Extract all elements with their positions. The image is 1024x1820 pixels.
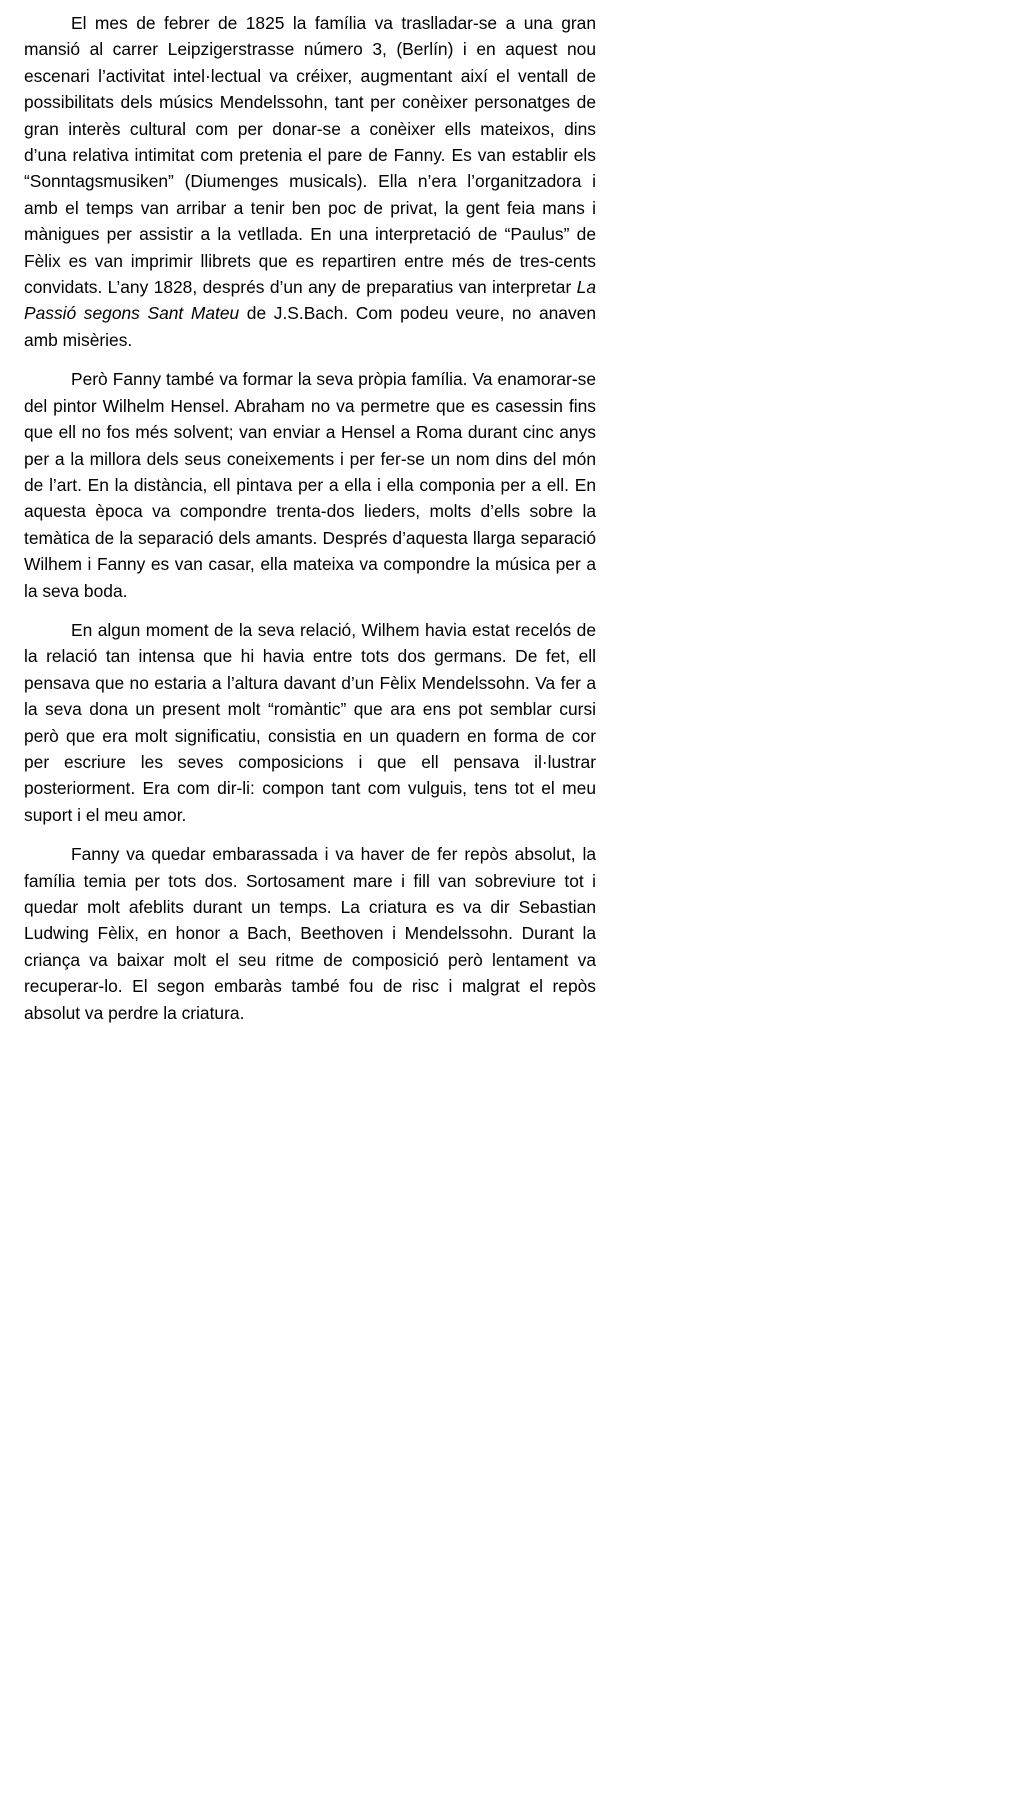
paragraph-4: Fanny va quedar embarassada i va haver de fer repòs absolut, la família temia per tots dos. Sortosament mare i fill van sobreviure tot i quedar molt afeblits durant un temps. La criatura es va dir Sebastian Ludwing Fèlix, en honor a Bach, Beethoven i Mendelssohn. Durant la criança va baixar molt el seu ritme de composició però lentament va recuperar-lo. El segon embaràs també fou de risc i malgrat el repòs absolut va perdre la criatura. [24,844,596,1023]
paragraph-1-text-end: de J.S.Bach. Com podeu veure, no anaven amb misèries. [24,303,596,350]
paragraph-3: En algun moment de la seva relació, Wilhem havia estat recelós de la relació tan intensa que hi havia entre tots dos germans. De fet, ell pensava que no estaria a l’altura davant d’un Fèlix Mendelssohn. Va fer a la seva dona un present molt “romàntic” que ara ens pot semblar cursi però que era molt significatiu, consistia en un quadern en forma de cor per escriure les seves composicions i que ell pensava il·lustrar posteriorment. Era com dir-li: compon tant com vulguis, tens tot el meu suport i el meu amor. [24,619,596,825]
paragraph-2: Però Fanny també va formar la seva pròpia família. Va enamorar-se del pintor Wilhelm Hensel. Abraham no va permetre que es casessin fins que ell no fos més solvent; van enviar a Hensel a Roma durant cinc anys per a la millora dels seus coneixements i per fer-se un nom dins del món de l’art. En la distància, ell pintava per a ella i ella componia per a ell. En aquesta època va compondre trenta-dos lieders, molts d’ells sobre la temàtica de la separació dels amants. Després d’aquesta llarga separació Wilhem i Fanny es van casar, ella mateixa va compondre la música per a la seva boda. [24,369,596,601]
paragraph-1 [24,10,596,353]
text-column [24,10,596,1039]
paragraph-1-text-start: El mes de febrer de 1825 la família va traslladar-se a una gran mansió al carrer Leipzigerstrasse número 3, (Berlín) i en aquest nou escenari l’activitat intel·lectual va créixer, augmentant així el ventall de possibilitats dels músics Mendelssohn, tant per conèixer personatges de gran interès cultural com per donar-se a conèixer ells mateixos, dins d’una relativa intimitat com pretenia el pare de Fanny. Es van establir els “Sonntagsmusiken” (Diumenges musicals). Ella n’era l’organitzadora i amb el temps van arribar a tenir ben poc de privat, la gent feia mans i mànigues per assistir a la vetllada. En una interpretació de “Paulus” de Fèlix es van imprimir llibrets que es repartiren entre més de tres-cents convidats. L’any 1828, després d’un any de preparatius van interpretar [24,13,596,298]
paragraph-1-italic-title: La Passió segons Sant Mateu [24,277,596,324]
